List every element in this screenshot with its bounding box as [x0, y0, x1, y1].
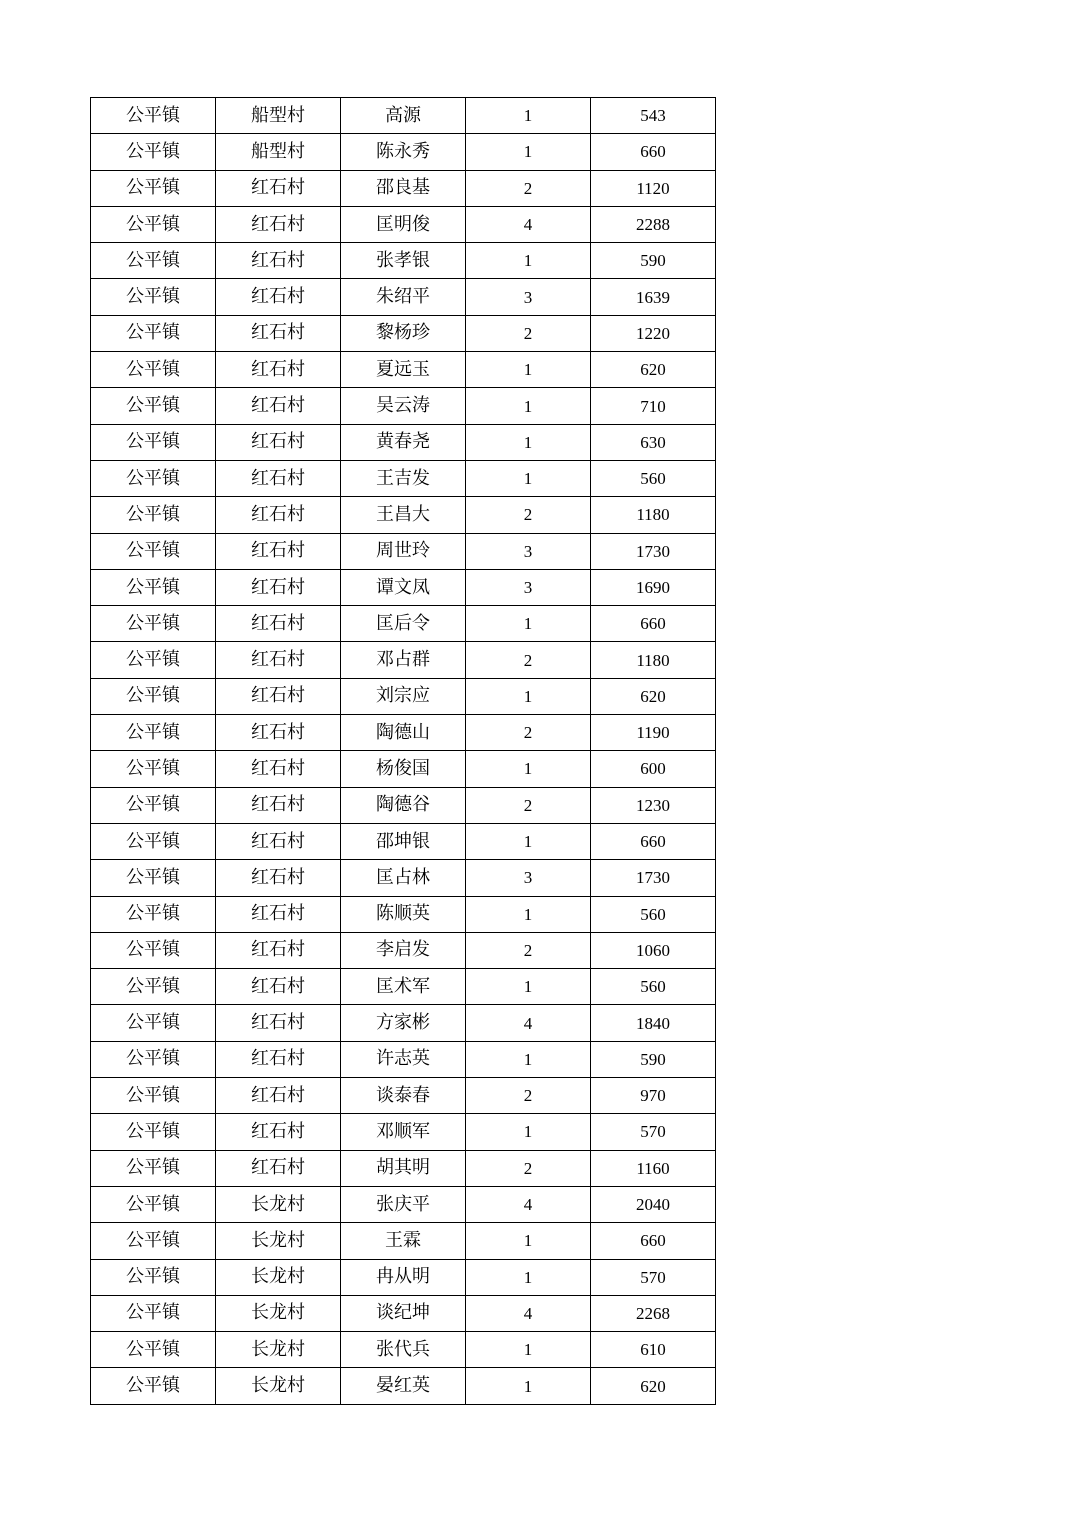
- name-cell: 胡其明: [341, 1150, 466, 1186]
- amount-cell: 2040: [591, 1186, 716, 1222]
- town-cell: 公平镇: [91, 715, 216, 751]
- village-cell: 红石村: [216, 678, 341, 714]
- village-cell: 红石村: [216, 715, 341, 751]
- data-table: [90, 97, 716, 1405]
- amount-cell: 1160: [591, 1150, 716, 1186]
- count-cell: 2: [466, 315, 591, 351]
- village-cell: 红石村: [216, 751, 341, 787]
- amount-cell: 570: [591, 1114, 716, 1150]
- village-cell: 红石村: [216, 932, 341, 968]
- name-cell: 王吉发: [341, 460, 466, 496]
- village-cell: 红石村: [216, 206, 341, 242]
- village-cell: 红石村: [216, 497, 341, 533]
- village-cell: 红石村: [216, 1005, 341, 1041]
- count-cell: 3: [466, 569, 591, 605]
- table-row: [91, 352, 716, 388]
- name-cell: 李启发: [341, 932, 466, 968]
- village-cell: 长龙村: [216, 1332, 341, 1368]
- count-cell: 1: [466, 1114, 591, 1150]
- name-cell: 周世玲: [341, 533, 466, 569]
- name-cell: 高源: [341, 98, 466, 134]
- amount-cell: 620: [591, 352, 716, 388]
- count-cell: 1: [466, 1368, 591, 1404]
- count-cell: 2: [466, 170, 591, 206]
- village-cell: 红石村: [216, 533, 341, 569]
- town-cell: 公平镇: [91, 569, 216, 605]
- name-cell: 陈永秀: [341, 134, 466, 170]
- amount-cell: 1730: [591, 860, 716, 896]
- village-cell: 船型村: [216, 134, 341, 170]
- name-cell: 黎杨珍: [341, 315, 466, 351]
- village-cell: 长龙村: [216, 1186, 341, 1222]
- name-cell: 方家彬: [341, 1005, 466, 1041]
- count-cell: 4: [466, 1295, 591, 1331]
- town-cell: 公平镇: [91, 1150, 216, 1186]
- table-row: [91, 969, 716, 1005]
- table-row: [91, 569, 716, 605]
- town-cell: 公平镇: [91, 642, 216, 678]
- table-row: [91, 823, 716, 859]
- count-cell: 1: [466, 1041, 591, 1077]
- table-row: [91, 1078, 716, 1114]
- amount-cell: 2268: [591, 1295, 716, 1331]
- count-cell: 1: [466, 134, 591, 170]
- count-cell: 1: [466, 678, 591, 714]
- count-cell: 1: [466, 1259, 591, 1295]
- town-cell: 公平镇: [91, 787, 216, 823]
- village-cell: 红石村: [216, 823, 341, 859]
- village-cell: 红石村: [216, 569, 341, 605]
- count-cell: 2: [466, 787, 591, 823]
- town-cell: 公平镇: [91, 497, 216, 533]
- count-cell: 1: [466, 460, 591, 496]
- count-cell: 3: [466, 533, 591, 569]
- amount-cell: 660: [591, 606, 716, 642]
- name-cell: 许志英: [341, 1041, 466, 1077]
- town-cell: 公平镇: [91, 896, 216, 932]
- village-cell: 红石村: [216, 642, 341, 678]
- count-cell: 1: [466, 243, 591, 279]
- name-cell: 朱绍平: [341, 279, 466, 315]
- town-cell: 公平镇: [91, 1186, 216, 1222]
- village-cell: 红石村: [216, 424, 341, 460]
- table-row: [91, 243, 716, 279]
- village-cell: 红石村: [216, 315, 341, 351]
- table-row: [91, 751, 716, 787]
- table-row: [91, 1223, 716, 1259]
- count-cell: 4: [466, 1005, 591, 1041]
- name-cell: 邵良基: [341, 170, 466, 206]
- amount-cell: 1180: [591, 497, 716, 533]
- table-row: [91, 460, 716, 496]
- table-row: [91, 170, 716, 206]
- table-row: [91, 315, 716, 351]
- table-row: [91, 1041, 716, 1077]
- name-cell: 陶德谷: [341, 787, 466, 823]
- table-row: [91, 715, 716, 751]
- town-cell: 公平镇: [91, 388, 216, 424]
- village-cell: 红石村: [216, 969, 341, 1005]
- amount-cell: 620: [591, 678, 716, 714]
- amount-cell: 620: [591, 1368, 716, 1404]
- table-row: [91, 497, 716, 533]
- town-cell: 公平镇: [91, 1259, 216, 1295]
- name-cell: 邵坤银: [341, 823, 466, 859]
- name-cell: 吴云涛: [341, 388, 466, 424]
- amount-cell: 570: [591, 1259, 716, 1295]
- count-cell: 4: [466, 1186, 591, 1222]
- town-cell: 公平镇: [91, 1114, 216, 1150]
- name-cell: 匡明俊: [341, 206, 466, 242]
- table-row: [91, 279, 716, 315]
- table-row: [91, 1186, 716, 1222]
- count-cell: 2: [466, 642, 591, 678]
- name-cell: 谈泰春: [341, 1078, 466, 1114]
- name-cell: 杨俊国: [341, 751, 466, 787]
- village-cell: 红石村: [216, 1150, 341, 1186]
- town-cell: 公平镇: [91, 932, 216, 968]
- count-cell: 3: [466, 860, 591, 896]
- name-cell: 谭文凤: [341, 569, 466, 605]
- amount-cell: 660: [591, 134, 716, 170]
- town-cell: 公平镇: [91, 424, 216, 460]
- amount-cell: 600: [591, 751, 716, 787]
- table-row: [91, 860, 716, 896]
- count-cell: 1: [466, 823, 591, 859]
- village-cell: 红石村: [216, 606, 341, 642]
- village-cell: 红石村: [216, 1114, 341, 1150]
- village-cell: 红石村: [216, 170, 341, 206]
- town-cell: 公平镇: [91, 206, 216, 242]
- village-cell: 红石村: [216, 388, 341, 424]
- amount-cell: 560: [591, 896, 716, 932]
- amount-cell: 710: [591, 388, 716, 424]
- village-cell: 长龙村: [216, 1368, 341, 1404]
- table-body: [91, 98, 716, 1405]
- table-row: [91, 1332, 716, 1368]
- table-row: [91, 134, 716, 170]
- amount-cell: 970: [591, 1078, 716, 1114]
- table-row: [91, 896, 716, 932]
- name-cell: 匡后令: [341, 606, 466, 642]
- count-cell: 1: [466, 388, 591, 424]
- town-cell: 公平镇: [91, 1223, 216, 1259]
- name-cell: 匡占林: [341, 860, 466, 896]
- name-cell: 谈纪坤: [341, 1295, 466, 1331]
- village-cell: 红石村: [216, 1078, 341, 1114]
- village-cell: 红石村: [216, 860, 341, 896]
- town-cell: 公平镇: [91, 170, 216, 206]
- count-cell: 3: [466, 279, 591, 315]
- amount-cell: 1690: [591, 569, 716, 605]
- count-cell: 1: [466, 352, 591, 388]
- count-cell: 2: [466, 1078, 591, 1114]
- count-cell: 1: [466, 606, 591, 642]
- village-cell: 红石村: [216, 243, 341, 279]
- name-cell: 陶德山: [341, 715, 466, 751]
- name-cell: 王昌大: [341, 497, 466, 533]
- town-cell: 公平镇: [91, 98, 216, 134]
- amount-cell: 560: [591, 969, 716, 1005]
- village-cell: 船型村: [216, 98, 341, 134]
- table-row: [91, 1295, 716, 1331]
- town-cell: 公平镇: [91, 678, 216, 714]
- amount-cell: 2288: [591, 206, 716, 242]
- town-cell: 公平镇: [91, 1332, 216, 1368]
- amount-cell: 1190: [591, 715, 716, 751]
- town-cell: 公平镇: [91, 823, 216, 859]
- table-row: [91, 98, 716, 134]
- table-row: [91, 206, 716, 242]
- table-row: [91, 932, 716, 968]
- name-cell: 王霖: [341, 1223, 466, 1259]
- name-cell: 冉从明: [341, 1259, 466, 1295]
- amount-cell: 590: [591, 243, 716, 279]
- table-row: [91, 678, 716, 714]
- village-cell: 长龙村: [216, 1223, 341, 1259]
- table-row: [91, 388, 716, 424]
- name-cell: 陈顺英: [341, 896, 466, 932]
- count-cell: 1: [466, 98, 591, 134]
- table-row: [91, 1368, 716, 1404]
- village-cell: 长龙村: [216, 1259, 341, 1295]
- village-cell: 红石村: [216, 896, 341, 932]
- town-cell: 公平镇: [91, 1295, 216, 1331]
- count-cell: 1: [466, 424, 591, 460]
- town-cell: 公平镇: [91, 969, 216, 1005]
- table-row: [91, 787, 716, 823]
- amount-cell: 560: [591, 460, 716, 496]
- count-cell: 2: [466, 497, 591, 533]
- table-row: [91, 1114, 716, 1150]
- town-cell: 公平镇: [91, 1041, 216, 1077]
- name-cell: 邓占群: [341, 642, 466, 678]
- amount-cell: 590: [591, 1041, 716, 1077]
- town-cell: 公平镇: [91, 352, 216, 388]
- town-cell: 公平镇: [91, 533, 216, 569]
- town-cell: 公平镇: [91, 315, 216, 351]
- village-cell: 红石村: [216, 1041, 341, 1077]
- name-cell: 张庆平: [341, 1186, 466, 1222]
- count-cell: 1: [466, 751, 591, 787]
- town-cell: 公平镇: [91, 606, 216, 642]
- count-cell: 1: [466, 969, 591, 1005]
- town-cell: 公平镇: [91, 460, 216, 496]
- table-row: [91, 606, 716, 642]
- town-cell: 公平镇: [91, 1368, 216, 1404]
- village-cell: 红石村: [216, 460, 341, 496]
- count-cell: 2: [466, 1150, 591, 1186]
- town-cell: 公平镇: [91, 1078, 216, 1114]
- village-cell: 红石村: [216, 787, 341, 823]
- amount-cell: 610: [591, 1332, 716, 1368]
- table-row: [91, 424, 716, 460]
- count-cell: 1: [466, 896, 591, 932]
- count-cell: 2: [466, 715, 591, 751]
- amount-cell: 1060: [591, 932, 716, 968]
- amount-cell: 660: [591, 823, 716, 859]
- town-cell: 公平镇: [91, 751, 216, 787]
- name-cell: 匡术军: [341, 969, 466, 1005]
- table-row: [91, 1005, 716, 1041]
- table-row: [91, 1150, 716, 1186]
- name-cell: 张代兵: [341, 1332, 466, 1368]
- amount-cell: 630: [591, 424, 716, 460]
- name-cell: 黄春尧: [341, 424, 466, 460]
- table-row: [91, 1259, 716, 1295]
- name-cell: 刘宗应: [341, 678, 466, 714]
- count-cell: 1: [466, 1332, 591, 1368]
- amount-cell: 1230: [591, 787, 716, 823]
- town-cell: 公平镇: [91, 243, 216, 279]
- town-cell: 公平镇: [91, 1005, 216, 1041]
- amount-cell: 1639: [591, 279, 716, 315]
- name-cell: 邓顺军: [341, 1114, 466, 1150]
- town-cell: 公平镇: [91, 134, 216, 170]
- amount-cell: 1180: [591, 642, 716, 678]
- town-cell: 公平镇: [91, 279, 216, 315]
- village-cell: 长龙村: [216, 1295, 341, 1331]
- amount-cell: 1220: [591, 315, 716, 351]
- count-cell: 2: [466, 932, 591, 968]
- count-cell: 1: [466, 1223, 591, 1259]
- amount-cell: 1840: [591, 1005, 716, 1041]
- count-cell: 4: [466, 206, 591, 242]
- name-cell: 张孝银: [341, 243, 466, 279]
- town-cell: 公平镇: [91, 860, 216, 896]
- name-cell: 晏红英: [341, 1368, 466, 1404]
- amount-cell: 543: [591, 98, 716, 134]
- village-cell: 红石村: [216, 352, 341, 388]
- amount-cell: 1730: [591, 533, 716, 569]
- name-cell: 夏远玉: [341, 352, 466, 388]
- table-row: [91, 533, 716, 569]
- amount-cell: 1120: [591, 170, 716, 206]
- table-row: [91, 642, 716, 678]
- village-cell: 红石村: [216, 279, 341, 315]
- amount-cell: 660: [591, 1223, 716, 1259]
